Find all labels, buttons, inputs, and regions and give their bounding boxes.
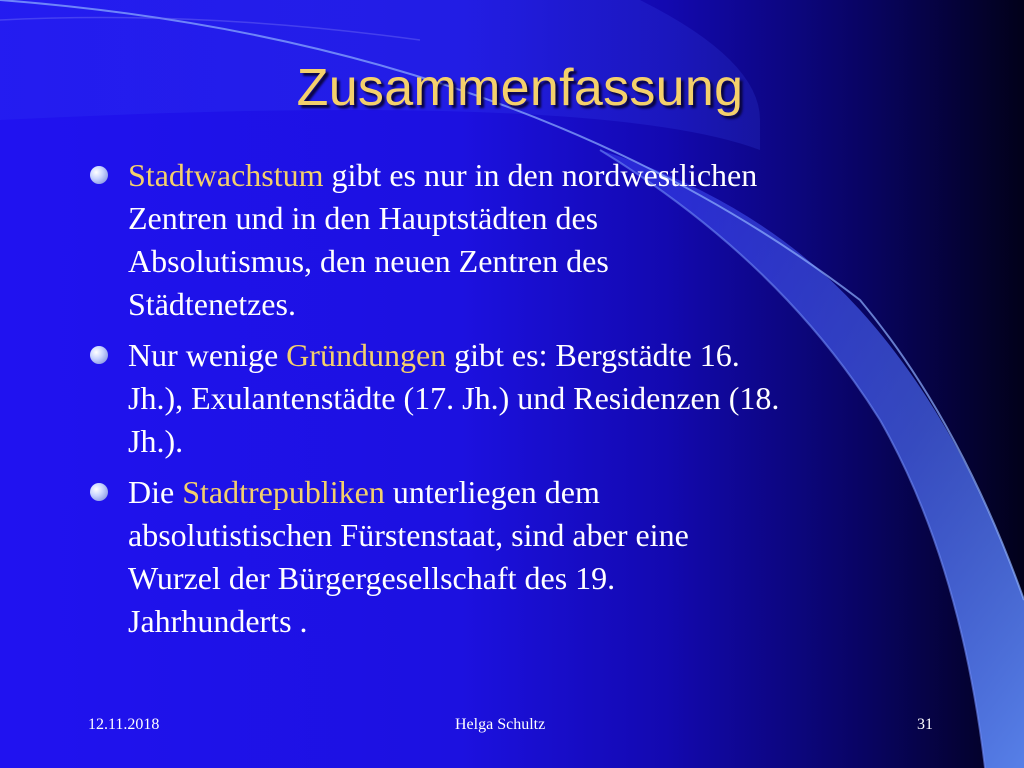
bullet-dot-icon [90, 166, 108, 184]
slide-title: Zusammenfassung [296, 59, 744, 117]
bullet-text: Absolutismus, den neuen Zentren des [128, 243, 609, 279]
bullet-item [90, 154, 960, 326]
bullet-dot-icon [90, 483, 108, 501]
bullet-list [90, 154, 960, 651]
bullet-text: Städtenetzes. [128, 286, 296, 322]
footer-date: 12.11.2018 [88, 716, 160, 733]
bullet-text: Jh.), Exulantenstädte (17. Jh.) und Residenzen (18. [128, 380, 780, 416]
bullet-text: Die [128, 474, 183, 510]
footer-page-number: 31 [917, 716, 933, 733]
bullet-item [90, 471, 960, 643]
bullet-text: Wurzel der Bürgergesellschaft des 19. [128, 560, 616, 596]
bullet-text: Jh.). [128, 423, 184, 459]
footer-author: Helga Schultz [455, 716, 546, 733]
highlight-term: Stadtwachstum [128, 157, 324, 193]
highlight-term: Stadtrepubliken [182, 474, 385, 510]
bullet-item [90, 334, 960, 463]
bullet-text: Zentren und in den Hauptstädten des [128, 200, 599, 236]
bullet-text: Jahrhunderts . [128, 603, 308, 639]
bullet-dot-icon [90, 346, 108, 364]
bullet-text: gibt es nur in den nordwestlichen [323, 157, 758, 193]
bullet-text: unterliegen dem [384, 474, 600, 510]
bullet-text: gibt es: Bergstädte 16. [446, 337, 740, 373]
bullet-text: absolutistischen Fürstenstaat, sind aber eine [128, 517, 689, 553]
bullet-text: Nur wenige [128, 337, 287, 373]
highlight-term: Gründungen [286, 337, 447, 373]
